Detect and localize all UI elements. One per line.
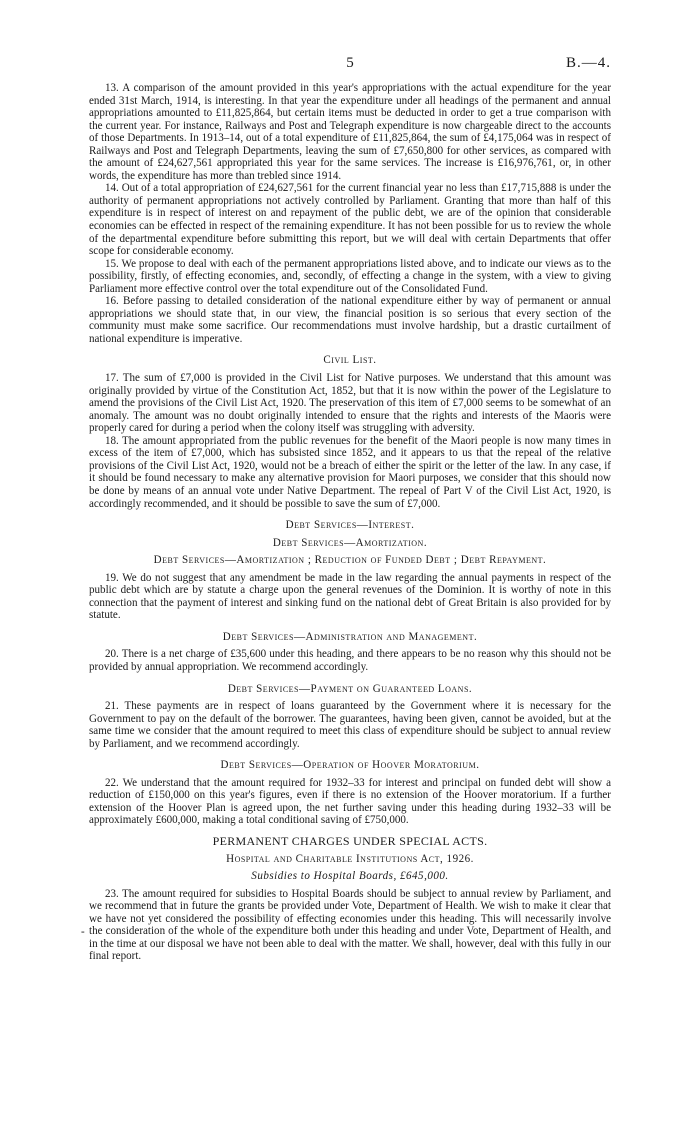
heading-guaranteed-loans: Debt Services—Payment on Guaranteed Loans. bbox=[227, 682, 473, 695]
document-reference: B.—4. bbox=[565, 55, 611, 71]
paragraph-13: 13. A comparison of the amount provided in this year's appropriations with the actual expenditure for the year ended 31st March, 1914, is interesting. In that year the expenditure under all headings of the permanent and annual appropriations amounted to £11,825,864, but certain items must be deducted in order to get a true comparison with the current year. For instance, Railways and Post and Telegraph expenditure is now chargeable direct to the accounts of those Departments. In 1913–14, out of a total expenditure of £11,825,864, the sum of £4,175,064 was in respect of Railways and Post and Telegraph Departments, leaving the sum of £7,650,800 for other services, as compared with the amount of £24,627,561 appropriated this year for the same services. The increase is £16,976,761, or, in other words, the expenditure has more than trebled since 1914. bbox=[89, 82, 611, 182]
page-number: 5 bbox=[346, 55, 354, 71]
paragraph-16: 16. Before passing to detailed consideration of the national expenditure either by way of permanent or annual appropriations we should state that, in our view, the financial position is so serious that every section of the community must make some sacrifice. Our recommendations must involve hardship, but a drastic curtailment of national expenditure is imperative. bbox=[89, 295, 611, 345]
margin-mark: - bbox=[81, 925, 85, 938]
heading-debt-interest: Debt Services—Interest. bbox=[285, 519, 415, 532]
heading-permanent-charges: PERMANENT CHARGES UNDER SPECIAL ACTS. bbox=[212, 833, 488, 848]
heading-debt-repayment: Debt Services—Amortization ; Reduction of Funded Debt ; Debt Repayment. bbox=[153, 554, 547, 567]
heading-debt-administration: Debt Services—Administration and Management. bbox=[222, 630, 478, 643]
paragraph-18: 18. The amount appropriated from the public revenues for the benefit of the Maori people is now many times in excess of the item of £7,000, which has subsisted since 1852, and it appears to us that the repeal of the relative provisions of the Civil List Act, 1920, would not be a breach of either the spirit or the letter of the law. In any case, if it should be found necessary to make any alternative provision for Maori purposes, we consider that this should now be done by means of an annual vote under Native Department. The repeal of Part V of the Civil List Act, 1920, is accordingly recommended, and it should be possible to save the sum of £7,000. bbox=[89, 434, 611, 510]
page-header bbox=[89, 55, 611, 75]
paragraph-14: 14. Out of a total appropriation of £24,627,561 for the current financial year no less than £17,715,888 is under the authority of permanent appropriations not actively controlled by Parliament. Granting that more than half of this expenditure is in respect of interest on and repayment of the public debt, we are of the opinion that considerable economies can be effected in respect of the remaining expenditure. It has not been possible for us to review the whole of the departmental expenditure before submitting this report, but we will deal with certain Departments that offer scope for considerable economy. bbox=[89, 182, 611, 258]
document-body bbox=[81, 82, 611, 963]
paragraph-21: 21. These payments are in respect of loans guaranteed by the Government where it is necessary for the Government to pay on the default of the borrower. The guarantees, having been given, cannot be avoided, but at the same time we consider that the amount required to meet this class of expenditure should be subject to annual review by Parliament, and we recommend accordingly. bbox=[89, 700, 611, 750]
heading-hoover-moratorium: Debt Services—Operation of Hoover Moratorium. bbox=[220, 759, 480, 772]
paragraph-19: 19. We do not suggest that any amendment be made in the law regarding the annual payments in respect of the public debt which are by statute a charge upon the general revenues of the Dominion. It is worthy of note in this connection that the payment of interest and sinking fund on the national debt of Great Britain is also provided for by statute. bbox=[89, 571, 611, 622]
heading-debt-amortization: Debt Services—Amortization. bbox=[272, 536, 428, 549]
paragraph-23-wrap bbox=[81, 887, 611, 963]
paragraph-23: 23. The amount required for subsidies to Hospital Boards should be subject to annual review by Parliament, and we recommend that in future the grants be provided under Vote, Department of Health. We wish to make it clear that we have not yet considered the possibility of effecting economies under this heading. This will necessarily involve the consideration of the whole of the expenditure both under this heading and under Vote, Department of Health, and in the time at our disposal we have not been able to deal with the matter. We shall, however, deal with this fully in our final report. bbox=[89, 887, 611, 963]
paragraph-17: 17. The sum of £7,000 is provided in the Civil List for Native purposes. We understand that this amount was originally provided by virtue of the Constitution Act, 1852, but that it is now within the power of the Legislature to amend the provisions of the Civil List Act, 1920. The preservation of this item of £7,000 seems to be somewhat of an anomaly. The amount was no doubt originally intended to ensure that the rights and interests of the Maoris were properly cared for during a period when the colony itself was struggling with adversity. bbox=[89, 372, 611, 435]
heading-hospital-subsidies: Subsidies to Hospital Boards, £645,000. bbox=[251, 870, 449, 883]
paragraph-22: 22. We understand that the amount required for 1932–33 for interest and principal on funded debt will show a reduction of £150,000 on this year's figures, even if there is no extension of the Hoover moratorium. If a further extension of the Hoover Plan is agreed upon, the net further saving under this heading during 1932–33 will be approximately £600,000, making a total conditional saving of £750,000. bbox=[89, 776, 611, 827]
paragraph-15: 15. We propose to deal with each of the permanent appropriations listed above, and to indicate our views as to the possibility, firstly, of effecting economies, and, secondly, of effecting a change in the system, with a view to giving Parliament more effective control over the total expenditure out of the Consolidated Fund. bbox=[89, 257, 611, 295]
heading-civil-list: Civil List. bbox=[323, 354, 377, 367]
paragraph-20: 20. There is a net charge of £35,600 under this heading, and there appears to be no reason why this should not be provided by annual appropriation. We recommend accordingly. bbox=[89, 648, 611, 673]
heading-hospital-act: Hospital and Charitable Institutions Act, 1926. bbox=[226, 852, 474, 865]
